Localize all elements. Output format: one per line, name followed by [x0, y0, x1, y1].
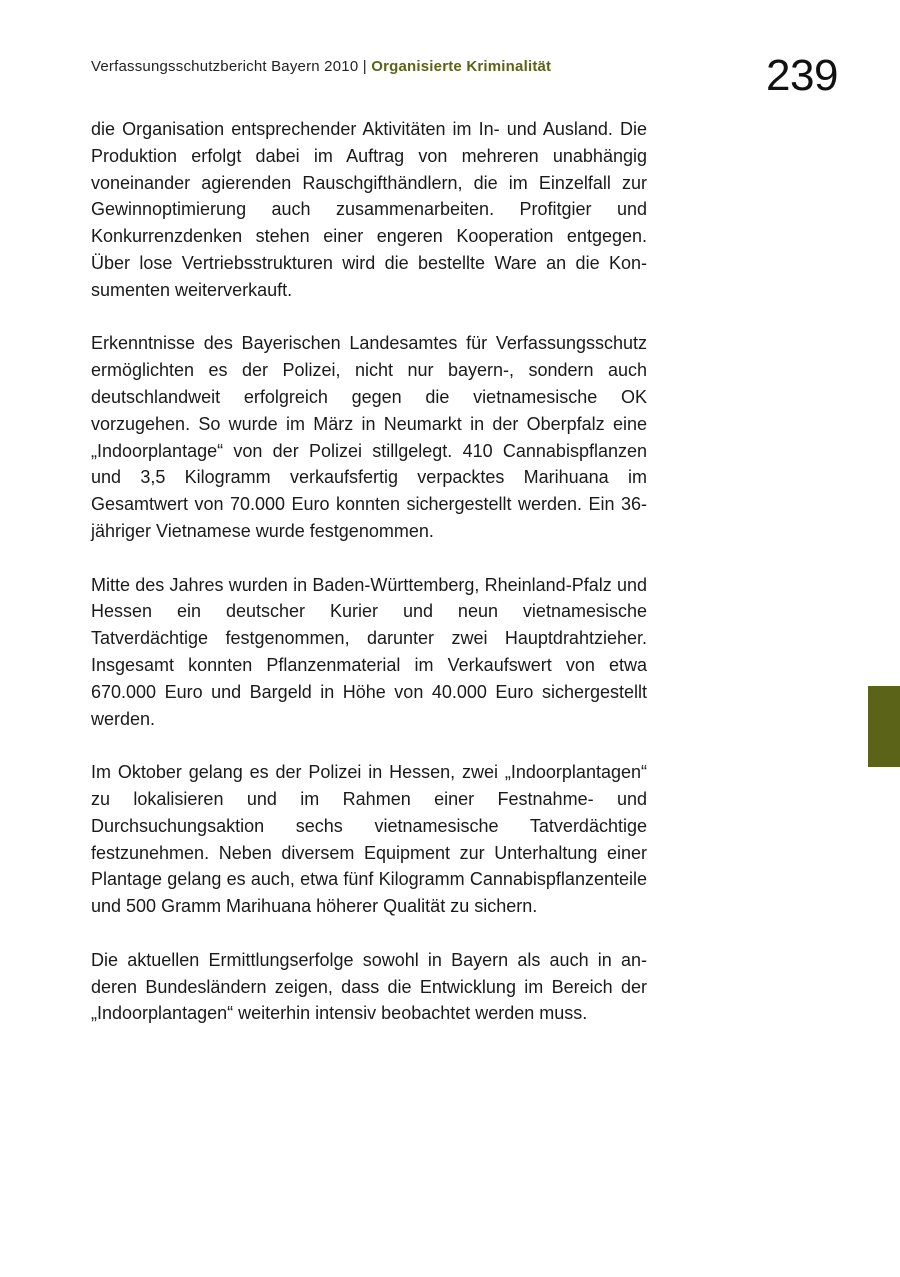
body-text	[91, 116, 647, 1054]
paragraph-4: Im Oktober gelang es der Polizei in Hessen, zwei „Indoorplantagen“ zu lokalisieren und im Rahmen einer Festnahme- und Durchsuchungsaktion sechs vietnamesische Tatverdächtige festzunehmen. Neben diversem Equipment zur Unterhaltung einer Plantage gelang es auch, etwa fünf Kilogramm Cannabispflanzenteile und 500 Gramm Marihuana höherer Qualität zu sichern.	[91, 762, 647, 917]
paragraph-5: Die aktuellen Ermittlungserfolge sowohl in Bayern als auch in anderen Bundesländern zeigen, dass die Entwicklung im Bereich der „Indoorplantagen“ weiterhin intensiv beobachtet werden muss.	[91, 949, 647, 1024]
paragraph-1: die Organisation entsprechender Aktivitäten im In- und Ausland. Die Produktion erfolgt dabei im Auftrag von mehreren unabhängig voneinander agierenden Rauschgifthändlern, die im Einzelfall zur Gewinnoptimierung auch zusammenarbeiten. Profitgier und Konkurrenzdenken stehen einer engeren Kooperation entgegen. Über lose Vertriebsstrukturen wird die bestellte Ware an die Konsumenten weiterverkauft.	[91, 119, 647, 300]
publication-title: Verfassungsschutzbericht Bayern 2010	[91, 58, 359, 75]
header-separator: |	[358, 58, 372, 75]
paragraph-2: Erkenntnisse des Bayerischen Landesamtes für Verfassungsschutz ermöglichten es der Polizei, nicht nur bayern-, sondern auch deutschlandweit erfolgreich gegen die vietnamesische OK vorzugehen. So wurde im März in Neumarkt in der Oberpfalz eine „Indoorplantage“ von der Polizei stillgelegt. 410 Cannabispflanzen und 3,5 Kilogramm verkaufsfertig verpacktes Marihuana im Gesamtwert von 70.000 Euro konnten sichergestellt werden. Ein 36-jähriger Vietnamese wurde festgenommen.	[91, 333, 647, 541]
running-header	[91, 58, 551, 75]
page-number: 239	[766, 51, 838, 100]
chapter-thumb-tab	[868, 686, 900, 767]
paragraph-3: Mitte des Jahres wurden in Baden-Württemberg, Rheinland-Pfalz und Hessen ein deutscher Kurier und neun vietnamesische Tatverdächtige festgenommen, darunter zwei Hauptdrahtzieher. Insgesamt konnten Pflanzenmaterial im Verkaufswert von etwa 670.000 Euro und Bargeld in Höhe von 40.000 Euro sichergestellt werden.	[91, 574, 647, 729]
section-title: Organisierte Kriminalität	[371, 58, 552, 75]
